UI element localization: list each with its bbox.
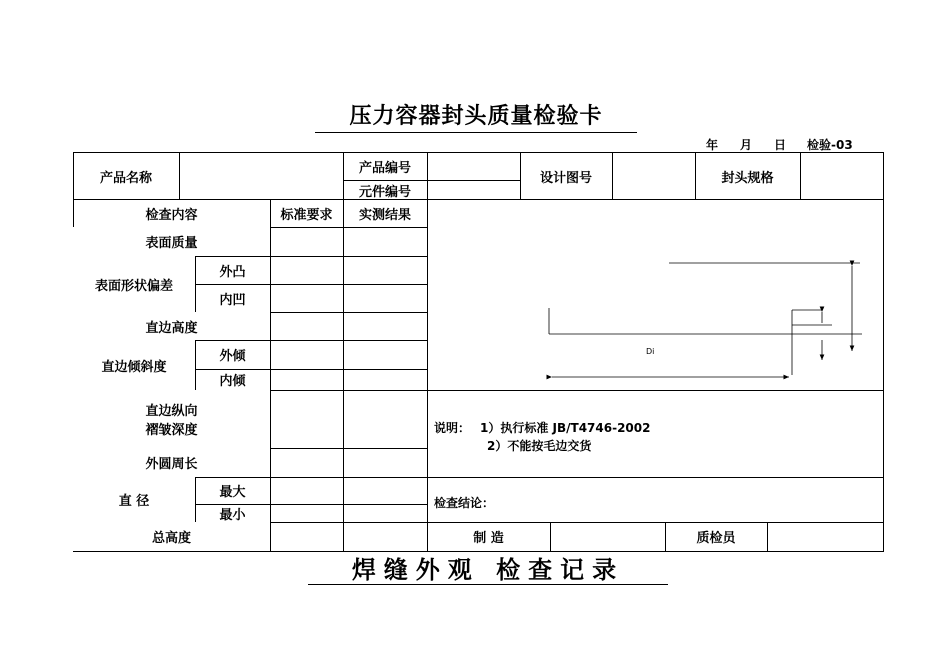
- outer-tilt-label: 外倾: [219, 349, 246, 364]
- wrinkle-depth-label: [73, 390, 270, 448]
- straight-height-label: 直边高度: [73, 312, 270, 340]
- inspector-label: 质检员: [696, 531, 736, 546]
- product-number-label: 产品编号: [358, 160, 411, 176]
- shape-deviation-label: 表面形状偏差: [73, 256, 195, 312]
- wrinkle-depth-line1: 直边纵向: [145, 404, 198, 419]
- concave-label: 内凹: [219, 292, 246, 308]
- bottom-section-title: 焊缝外观 检查记录: [308, 556, 668, 585]
- head-dimension-drawing: [428, 200, 884, 390]
- notes-label: 说明：: [434, 421, 471, 435]
- min-label: 最小: [219, 507, 246, 523]
- convex-label: 外凸: [219, 264, 246, 280]
- diameter-label: 直 径: [73, 477, 195, 522]
- product-name-label: 产品名称: [99, 170, 152, 186]
- design-drawing-label: 设计图号: [539, 170, 592, 186]
- form-code: 检验-03: [807, 138, 853, 152]
- head-spec-label: 封头规格: [721, 170, 774, 186]
- column-standard-header: 标准要求: [280, 207, 333, 223]
- straight-tilt-label: 直边倾斜度: [73, 340, 195, 390]
- di-label: Di: [646, 347, 655, 356]
- surface-quality-label: 表面质量: [73, 227, 270, 256]
- column-result-header: 实测结果: [358, 207, 411, 223]
- total-height-label: 总高度: [73, 522, 270, 551]
- wrinkle-depth-line2: 褶皱深度: [145, 423, 198, 438]
- page-title: 压力容器封头质量检验卡: [315, 102, 637, 133]
- month-label: 月: [740, 138, 753, 152]
- year-label: 年: [706, 138, 719, 152]
- made-label: 制 造: [473, 531, 504, 546]
- conclusion-label: 检查结论：: [434, 496, 495, 510]
- notes-line1: 1）执行标准 JB/T4746-2002: [480, 421, 651, 435]
- column-item-header: 检查内容: [145, 207, 198, 223]
- date-line: [0, 136, 950, 152]
- inner-tilt-label: 内倾: [219, 374, 246, 389]
- component-number-label: 元件编号: [358, 184, 411, 200]
- notes-line2: 2）不能按毛边交货: [487, 439, 592, 453]
- max-label: 最大: [219, 485, 246, 500]
- day-label: 日: [774, 138, 787, 152]
- outer-circumference-label: 外圆周长: [73, 448, 270, 477]
